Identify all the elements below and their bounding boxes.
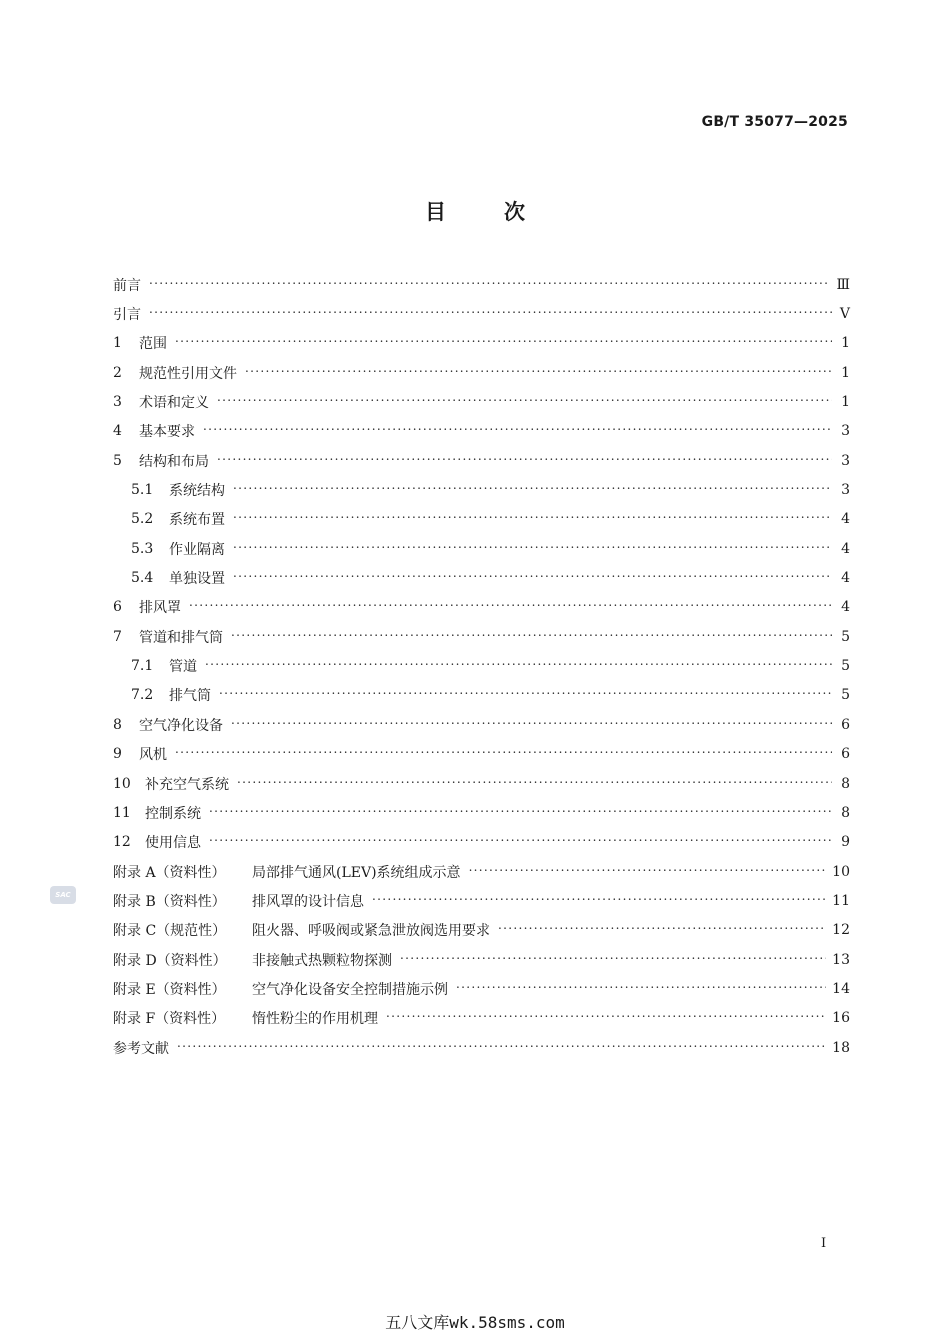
toc-entry[interactable] <box>113 916 850 945</box>
dot-leader <box>233 483 832 497</box>
toc-entry-number: 附录 E（资料性） <box>113 981 226 998</box>
toc-entry[interactable] <box>113 475 850 504</box>
dot-leader <box>217 395 832 409</box>
toc-entry-page: 3 <box>841 482 850 499</box>
table-of-contents <box>113 270 850 1062</box>
dot-leader <box>149 307 832 321</box>
dot-leader <box>219 688 832 702</box>
toc-entry-title: 补充空气系统 <box>145 776 229 793</box>
dot-leader <box>203 424 832 438</box>
toc-entry-page: 13 <box>832 951 850 968</box>
toc-entry-number: 7.2 <box>131 687 154 704</box>
page-folio: Ⅰ <box>821 1236 827 1251</box>
toc-entry-page: 10 <box>832 863 850 880</box>
toc-entry-title: 前言 <box>113 277 141 294</box>
toc-entry-page: 4 <box>841 599 850 616</box>
toc-entry-page: 1 <box>841 335 850 352</box>
toc-entry-title: 非接触式热颗粒物探测 <box>252 952 392 969</box>
dot-leader <box>237 777 832 791</box>
toc-entry-title: 管道 <box>169 659 197 676</box>
toc-entry-title: 阻火器、呼吸阀或紧急泄放阀选用要求 <box>252 923 490 940</box>
toc-entry[interactable] <box>113 945 850 974</box>
toc-entry-number: 附录 A（资料性） <box>113 864 226 881</box>
toc-entry-page: Ⅴ <box>839 306 850 323</box>
toc-entry-page: 1 <box>841 394 850 411</box>
dot-leader <box>498 923 826 937</box>
toc-entry[interactable] <box>113 1033 850 1062</box>
toc-entry-number: 附录 F（资料性） <box>113 1011 226 1028</box>
toc-entry-title: 基本要求 <box>139 424 195 441</box>
toc-entry-title: 控制系统 <box>145 805 201 822</box>
toc-entry[interactable] <box>113 886 850 915</box>
toc-entry-number: 12 <box>113 834 131 851</box>
toc-entry-number: 附录 C（规范性） <box>113 923 227 940</box>
dot-leader <box>217 454 832 468</box>
toc-entry-page: 1 <box>841 364 850 381</box>
toc-entry-page: 18 <box>832 1039 850 1056</box>
toc-entry[interactable] <box>113 593 850 622</box>
toc-entry-page: 8 <box>841 804 850 821</box>
toc-entry-number: 附录 B（资料性） <box>113 893 226 910</box>
toc-entry-number: 10 <box>113 775 131 792</box>
toc-entry-number: 5 <box>113 452 122 469</box>
toc-entry-title: 参考文献 <box>113 1040 169 1057</box>
toc-entry-page: 4 <box>841 570 850 587</box>
toc-entry-title: 规范性引用文件 <box>139 365 237 382</box>
dot-leader <box>209 806 832 820</box>
toc-entry-title: 局部排气通风(LEV)系统组成示意 <box>252 864 461 881</box>
toc-entry-title: 排气筒 <box>169 688 211 705</box>
dot-leader <box>233 512 832 526</box>
toc-entry-title: 排风罩的设计信息 <box>252 893 364 910</box>
standard-code: GB/T 35077—2025 <box>701 114 848 130</box>
dot-leader <box>209 835 832 849</box>
toc-entry-number: 2 <box>113 364 122 381</box>
dot-leader <box>175 747 832 761</box>
toc-entry-number: 7 <box>113 628 122 645</box>
dot-leader <box>175 336 832 350</box>
toc-entry-number: 5.4 <box>131 570 154 587</box>
toc-entry-number: 11 <box>113 804 131 821</box>
toc-entry-title: 作业隔离 <box>169 541 225 558</box>
toc-entry-page: 5 <box>841 687 850 704</box>
toc-entry-number: 6 <box>113 599 122 616</box>
dot-leader <box>149 278 830 292</box>
toc-entry[interactable] <box>113 740 850 769</box>
dot-leader <box>189 600 832 614</box>
toc-entry-title: 排风罩 <box>139 600 181 617</box>
dot-leader <box>372 894 826 908</box>
watermark-footer: 五八文库wk.58sms.com <box>385 1313 565 1332</box>
dot-leader <box>386 1011 826 1025</box>
toc-entry-number: 5.1 <box>131 482 154 499</box>
toc-entry-number: 附录 D（资料性） <box>113 952 227 969</box>
toc-entry-title: 空气净化设备 <box>139 717 223 734</box>
toc-entry[interactable] <box>113 798 850 827</box>
toc-entry-number: 1 <box>113 335 122 352</box>
dot-leader <box>205 659 832 673</box>
toc-entry[interactable] <box>113 534 850 563</box>
toc-entry[interactable] <box>113 446 850 475</box>
toc-entry-page: 5 <box>841 628 850 645</box>
toc-entry-page: 5 <box>841 658 850 675</box>
toc-entry-title: 系统布置 <box>169 512 225 529</box>
toc-entry-title: 结构和布局 <box>139 453 209 470</box>
sac-logo-text: SAC <box>55 891 71 899</box>
dot-leader <box>231 630 832 644</box>
toc-entry-page: 11 <box>832 892 850 909</box>
toc-entry-number: 9 <box>113 746 122 763</box>
toc-entry[interactable] <box>113 417 850 446</box>
toc-entry[interactable] <box>113 299 850 328</box>
toc-entry[interactable] <box>113 270 850 299</box>
toc-entry-title: 术语和定义 <box>139 395 209 412</box>
toc-entry-title: 单独设置 <box>169 571 225 588</box>
toc-entry[interactable] <box>113 710 850 739</box>
toc-entry[interactable] <box>113 651 850 680</box>
dot-leader <box>456 982 826 996</box>
toc-entry-title: 管道和排气筒 <box>139 629 223 646</box>
toc-entry[interactable] <box>113 681 850 710</box>
toc-entry-page: 3 <box>841 452 850 469</box>
toc-entry[interactable] <box>113 622 850 651</box>
toc-entry-page: 9 <box>841 834 850 851</box>
toc-entry-page: 6 <box>841 746 850 763</box>
toc-entry[interactable] <box>113 358 850 387</box>
toc-entry[interactable] <box>113 387 850 416</box>
toc-entry-number: 3 <box>113 394 122 411</box>
dot-leader <box>233 571 832 585</box>
toc-entry[interactable] <box>113 505 850 534</box>
toc-entry-title: 空气净化设备安全控制措施示例 <box>252 981 448 998</box>
toc-entry[interactable] <box>113 828 850 857</box>
toc-entry[interactable] <box>113 769 850 798</box>
toc-entry[interactable] <box>113 329 850 358</box>
toc-entry[interactable] <box>113 974 850 1003</box>
toc-entry-title: 风机 <box>139 747 167 764</box>
toc-entry-page: 14 <box>832 980 850 997</box>
toc-entry-number: 7.1 <box>131 658 154 675</box>
toc-entry-page: 16 <box>832 1010 850 1027</box>
toc-entry[interactable] <box>113 1004 850 1033</box>
toc-entry-title: 系统结构 <box>169 483 225 500</box>
toc-entry-page: 6 <box>841 716 850 733</box>
toc-entry[interactable] <box>113 563 850 592</box>
sac-logo <box>50 886 76 904</box>
toc-entry-page: 12 <box>832 922 850 939</box>
dot-leader <box>469 865 827 879</box>
toc-entry-title: 惰性粉尘的作用机理 <box>252 1011 378 1028</box>
toc-entry-title: 使用信息 <box>145 835 201 852</box>
toc-entry-number: 5.2 <box>131 511 154 528</box>
toc-entry-title: 范围 <box>139 336 167 353</box>
dot-leader <box>400 953 826 967</box>
toc-entry-page: 4 <box>841 511 850 528</box>
toc-entry-number: 4 <box>113 423 122 440</box>
dot-leader <box>177 1041 826 1055</box>
dot-leader <box>231 718 832 732</box>
toc-entry-page: 8 <box>841 775 850 792</box>
toc-entry-page: Ⅲ <box>836 276 850 293</box>
toc-entry[interactable] <box>113 857 850 886</box>
toc-entry-page: 4 <box>841 540 850 557</box>
toc-entry-page: 3 <box>841 423 850 440</box>
toc-entry-number: 8 <box>113 716 122 733</box>
dot-leader <box>233 542 832 556</box>
page-title: 目次 <box>425 200 583 224</box>
toc-entry-number: 5.3 <box>131 540 154 557</box>
dot-leader <box>245 366 832 380</box>
toc-entry-title: 引言 <box>113 307 141 324</box>
